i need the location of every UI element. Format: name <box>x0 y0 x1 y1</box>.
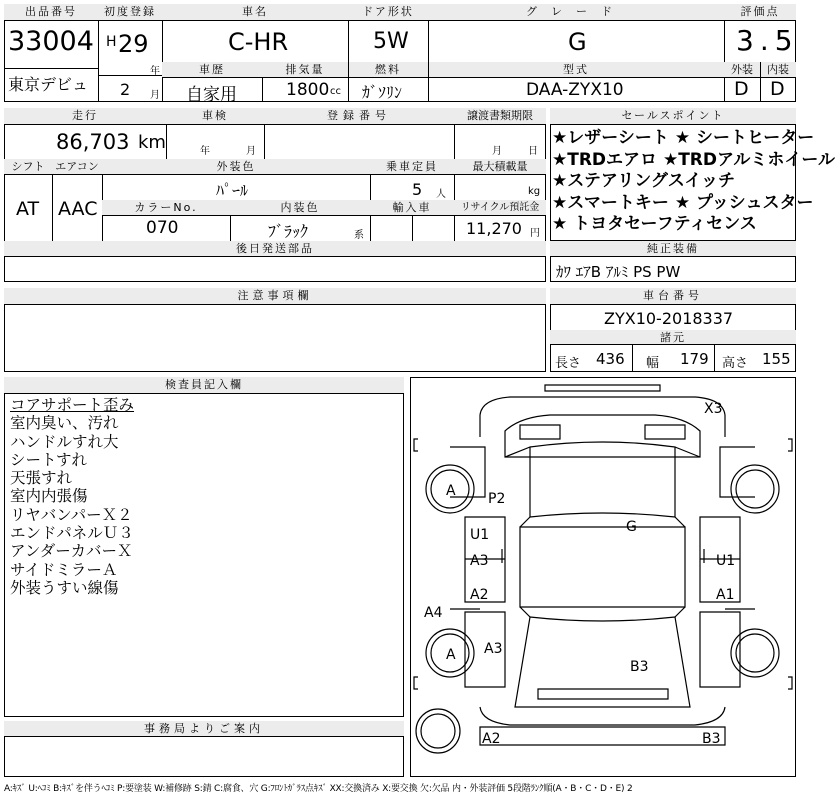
color-header: 外装色 <box>102 159 370 175</box>
inspection-month-unit: 月 <box>246 146 256 157</box>
car-history: 自家用 <box>186 85 237 105</box>
notes-header: 注意事項欄 <box>4 288 546 305</box>
legend-text: A:ｷｽﾞ U:ﾍｺﾐ B:ｷｽﾞを伴うﾍｺﾐ P:要塗装 W:補修跡 S:錆 C:腐食、穴 G:ﾌﾛﾝﾄｶﾞﾗｽ点ｷｽﾞ XX:交換済み X:要交換 欠:欠品 内・外装評価 5段階ﾗﾝｸ順(A・B・C・D・E) 2 <box>4 784 633 794</box>
length-value: 436 <box>596 350 625 368</box>
interior-header: 内装 <box>760 62 796 78</box>
transfer-day-unit: 日 <box>528 146 538 157</box>
inspector-note: 天張すれ <box>10 469 73 488</box>
fuel-header: 燃料 <box>348 62 428 78</box>
shift-value: AT <box>16 198 40 220</box>
capacity-header: 乗車定員 <box>370 159 454 175</box>
max-load-header: 最大積載量 <box>454 159 546 175</box>
sales-point: ★ トヨタセーフティセンス <box>552 214 757 234</box>
reg-era: H <box>106 34 117 50</box>
mark-g: G <box>626 519 637 535</box>
mark-a4: A4 <box>424 605 443 621</box>
color-no-value: 070 <box>146 218 179 238</box>
inspector-note: サイドミラーＡ <box>10 560 118 579</box>
mark-a2-bottom: A2 <box>482 731 501 747</box>
inspector-note: アンダーカバーＸ <box>10 542 133 561</box>
reg-year: 29 <box>118 30 149 58</box>
chassis-number: ZYX10-2018337 <box>604 309 734 328</box>
door-type: 5W <box>373 29 409 54</box>
mark-p2: P2 <box>488 491 506 507</box>
mileage-value: 86,703 <box>56 130 130 154</box>
ac-header: エアコン <box>52 159 102 175</box>
sales-point: ★レザーシート ★ シートヒーター <box>552 128 815 148</box>
import-header: 輸入車 <box>370 200 454 216</box>
equipment-value: ｶﾜ ｴｱB ｱﾙﾐ PS PW <box>556 263 681 281</box>
equipment-header: 純正装備 <box>550 241 796 257</box>
mark-a3-left: A3 <box>470 553 489 569</box>
sales-points-list <box>552 128 835 236</box>
ac-value: AAC <box>58 198 98 220</box>
mark-tire-front-left: A <box>446 483 456 499</box>
car-name-header: 車名 <box>162 4 348 21</box>
inspector-note: シートすれ <box>10 450 88 469</box>
displacement-unit: cc <box>330 86 341 97</box>
sales-points-header: セールスポイント <box>550 108 796 125</box>
inspector-note: 室内臭い、汚れ <box>10 414 119 433</box>
sales-point: ★ステアリングスイッチ <box>552 171 736 191</box>
transfer-month-unit: 月 <box>492 146 502 157</box>
inspector-header: 検査員記入欄 <box>4 377 404 394</box>
recycle-value: 11,270 <box>466 219 522 238</box>
width-value: 179 <box>680 350 709 368</box>
mark-tire-rear-left: A <box>446 647 456 663</box>
inspection-header: 車検 <box>166 108 264 125</box>
shift-header: シフト <box>4 159 52 175</box>
venue-name: 東京デビュ <box>8 75 89 94</box>
sales-point: ★TRDエアロ ★TRDアルミホイール <box>552 149 835 170</box>
model-header: 型式 <box>428 62 724 78</box>
model-value: DAA-ZYX10 <box>526 80 624 100</box>
length-label: 長さ <box>555 356 582 371</box>
height-value: 155 <box>762 350 791 368</box>
fuel-value: ｶﾞｿﾘﾝ <box>362 83 403 102</box>
reg-month-unit: 月 <box>150 90 160 101</box>
transfer-header: 譲渡書類期限 <box>454 108 546 125</box>
color-no-header: カラーNo. <box>102 200 230 216</box>
recycle-unit: 円 <box>530 228 540 239</box>
lot-number: 33004 <box>8 26 94 57</box>
capacity-value: 5 <box>412 180 423 199</box>
car-name: C-HR <box>228 28 289 56</box>
lot-no-header: 出品番号 <box>4 4 98 21</box>
grade-header: グレード <box>428 4 724 21</box>
int-color-value: ﾌﾞﾗｯｸ <box>268 222 309 241</box>
grade-value: G <box>568 28 587 56</box>
score-value: 3.5 <box>736 24 799 57</box>
mark-b3-center: B3 <box>630 659 649 675</box>
inspector-note: ハンドルすれ大 <box>10 432 119 451</box>
reg-no-header: 登録番号 <box>264 108 454 125</box>
inspector-note: 室内内張傷 <box>10 487 88 506</box>
history-header: 車歴 <box>162 62 262 78</box>
load-unit: kg <box>528 186 541 197</box>
first-reg-header: 初度登録 <box>98 4 162 21</box>
reg-year-unit: 年 <box>150 66 160 77</box>
inspector-note: リヤバンパーＸ２ <box>10 505 133 524</box>
int-color-unit: 系 <box>354 230 364 241</box>
office-header: 事務局よりご案内 <box>4 721 404 737</box>
dims-header: 諸元 <box>550 330 796 345</box>
mileage-unit: km <box>138 132 166 153</box>
mark-u1-left: U1 <box>470 527 490 543</box>
score-header: 評価点 <box>724 4 796 21</box>
mark-x3: X3 <box>704 401 723 417</box>
recycle-header: リサイクル預託金 <box>454 200 546 216</box>
mark-u1-right: U1 <box>716 553 736 569</box>
door-header: ドア形状 <box>348 4 428 21</box>
capacity-unit: 人 <box>436 189 446 200</box>
int-color-header: 内装色 <box>230 200 370 216</box>
width-label: 幅 <box>646 356 660 371</box>
mileage-header: 走行 <box>4 108 166 125</box>
exterior-grade: D <box>734 78 749 100</box>
inspection-year-unit: 年 <box>200 146 210 157</box>
chassis-header: 車台番号 <box>550 288 796 305</box>
exterior-header: 外装 <box>724 62 760 78</box>
car-diagram <box>410 377 796 777</box>
color-value: ﾊﾟｰﾙ <box>216 181 249 200</box>
inspector-note: コアサポート歪み <box>10 396 135 414</box>
displacement-value: 1800 <box>286 80 330 100</box>
inspector-notes <box>10 396 134 597</box>
mark-b3-bottom: B3 <box>702 731 721 747</box>
later-parts-header: 後日発送部品 <box>4 241 546 257</box>
mark-a2-left: A2 <box>470 587 489 603</box>
mark-a1-right: A1 <box>716 587 735 603</box>
inspector-note: エンドパネルＵ３ <box>10 524 134 543</box>
interior-grade: D <box>770 78 785 100</box>
inspector-note: 外装うすい線傷 <box>10 578 119 597</box>
mark-a3-lower: A3 <box>484 641 503 657</box>
reg-month: 2 <box>120 80 131 99</box>
height-label: 高さ <box>722 356 749 371</box>
displacement-header: 排気量 <box>262 62 348 78</box>
sales-point: ★スマートキー ★ プッシュスター <box>552 192 814 213</box>
